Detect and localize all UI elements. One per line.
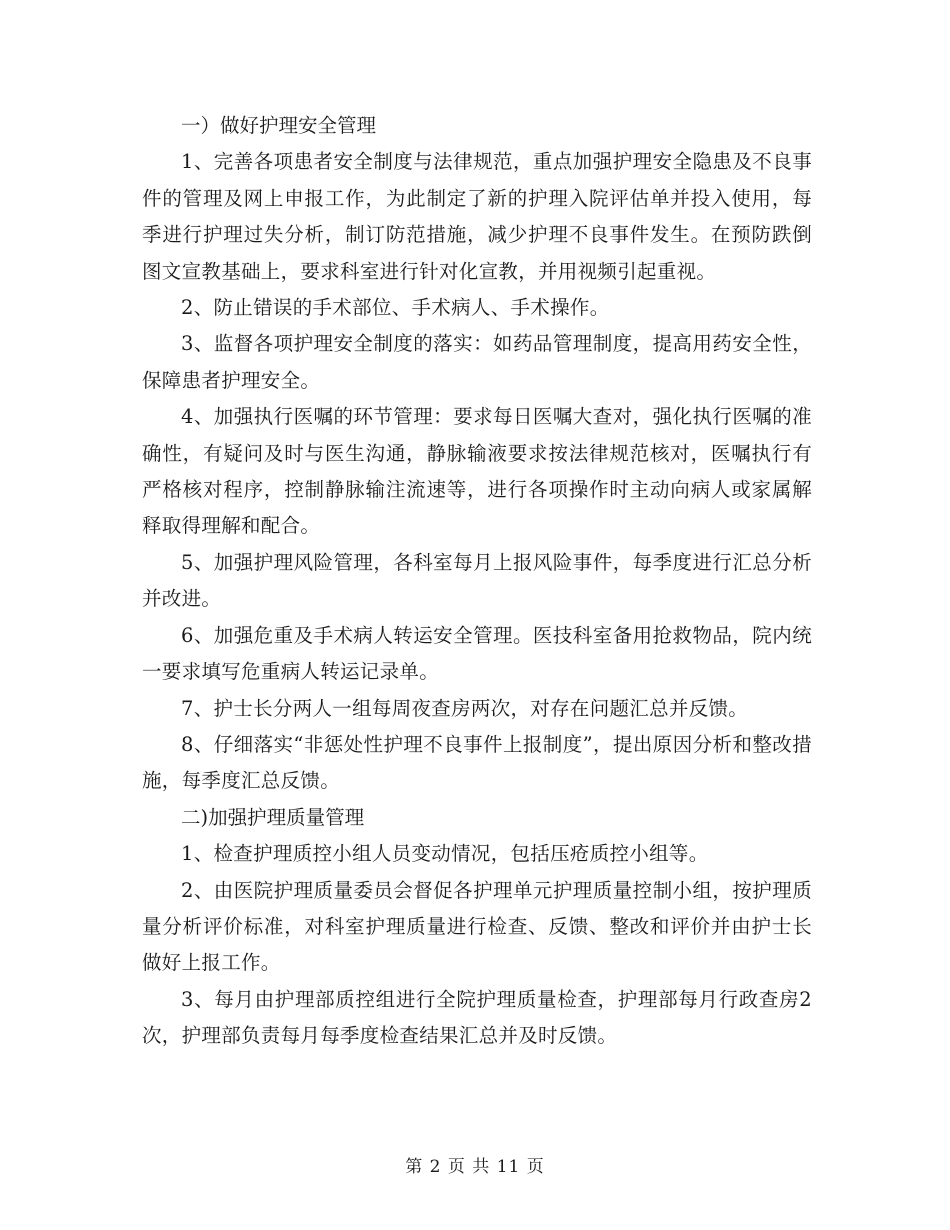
paragraph-1: 1、完善各项患者安全制度与法律规范，重点加强护理安全隐患及不良事件的管理及网上申报工作，为此制定了新的护理入院评估单并投入使用，每季进行护理过失分析，制订防范措施，减少护理不良事件发生。在预防跌倒图文宣教基础上，要求科室进行针对化宣教，并用视频引起重视。 xyxy=(142,150,812,283)
paragraph-11: 3、每月由护理部质控组进行全院护理质量检查，护理部每月行政查房2次，护理部负责每月每季度检查结果汇总并及时反馈。 xyxy=(142,987,812,1048)
paragraph-7: 7、护士长分两人一组每周夜查房两次，对存在问题汇总并反馈。 xyxy=(181,696,749,720)
paragraph-8: 8、仔细落实“非惩处性护理不良事件上报制度”，提出原因分析和整改措施，每季度汇总反馈。 xyxy=(142,732,812,793)
page-number-footer: 第 2 页 共 11 页 xyxy=(405,1157,545,1177)
paragraph-4: 4、加强执行医嘱的环节管理：要求每日医嘱大查对，强化执行医嘱的准确性，有疑问及时与医生沟通，静脉输液要求按法律规范核对，医嘱执行有严格核对程序，控制静脉输注流速等，进行各项操作时主动向病人或家属解释取得理解和配合。 xyxy=(142,405,812,538)
section-heading-quality: 二)加强护理质量管理 xyxy=(181,805,365,829)
section-heading-safety: 一）做好护理安全管理 xyxy=(181,114,377,137)
paragraph-10: 2、由医院护理质量委员会督促各护理单元护理质量控制小组，按护理质量分析评价标准，对科室护理质量进行检查、反馈、整改和评价并由护士长做好上报工作。 xyxy=(142,878,812,975)
paragraph-5: 5、加强护理风险管理，各科室每月上报风险事件，每季度进行汇总分析并改进。 xyxy=(142,550,812,611)
document-body xyxy=(142,108,812,1055)
paragraph-9: 1、检查护理质控小组人员变动情况，包括压疮质控小组等。 xyxy=(181,842,709,866)
paragraph-6: 6、加强危重及手术病人转运安全管理。医技科室备用抢救物品，院内统一要求填写危重病人转运记录单。 xyxy=(142,623,812,684)
paragraph-2: 2、防止错误的手术部位、手术病人、手术操作。 xyxy=(181,296,610,320)
paragraph-3: 3、监督各项护理安全制度的落实：如药品管理制度，提高用药安全性，保障患者护理安全。 xyxy=(142,332,812,392)
